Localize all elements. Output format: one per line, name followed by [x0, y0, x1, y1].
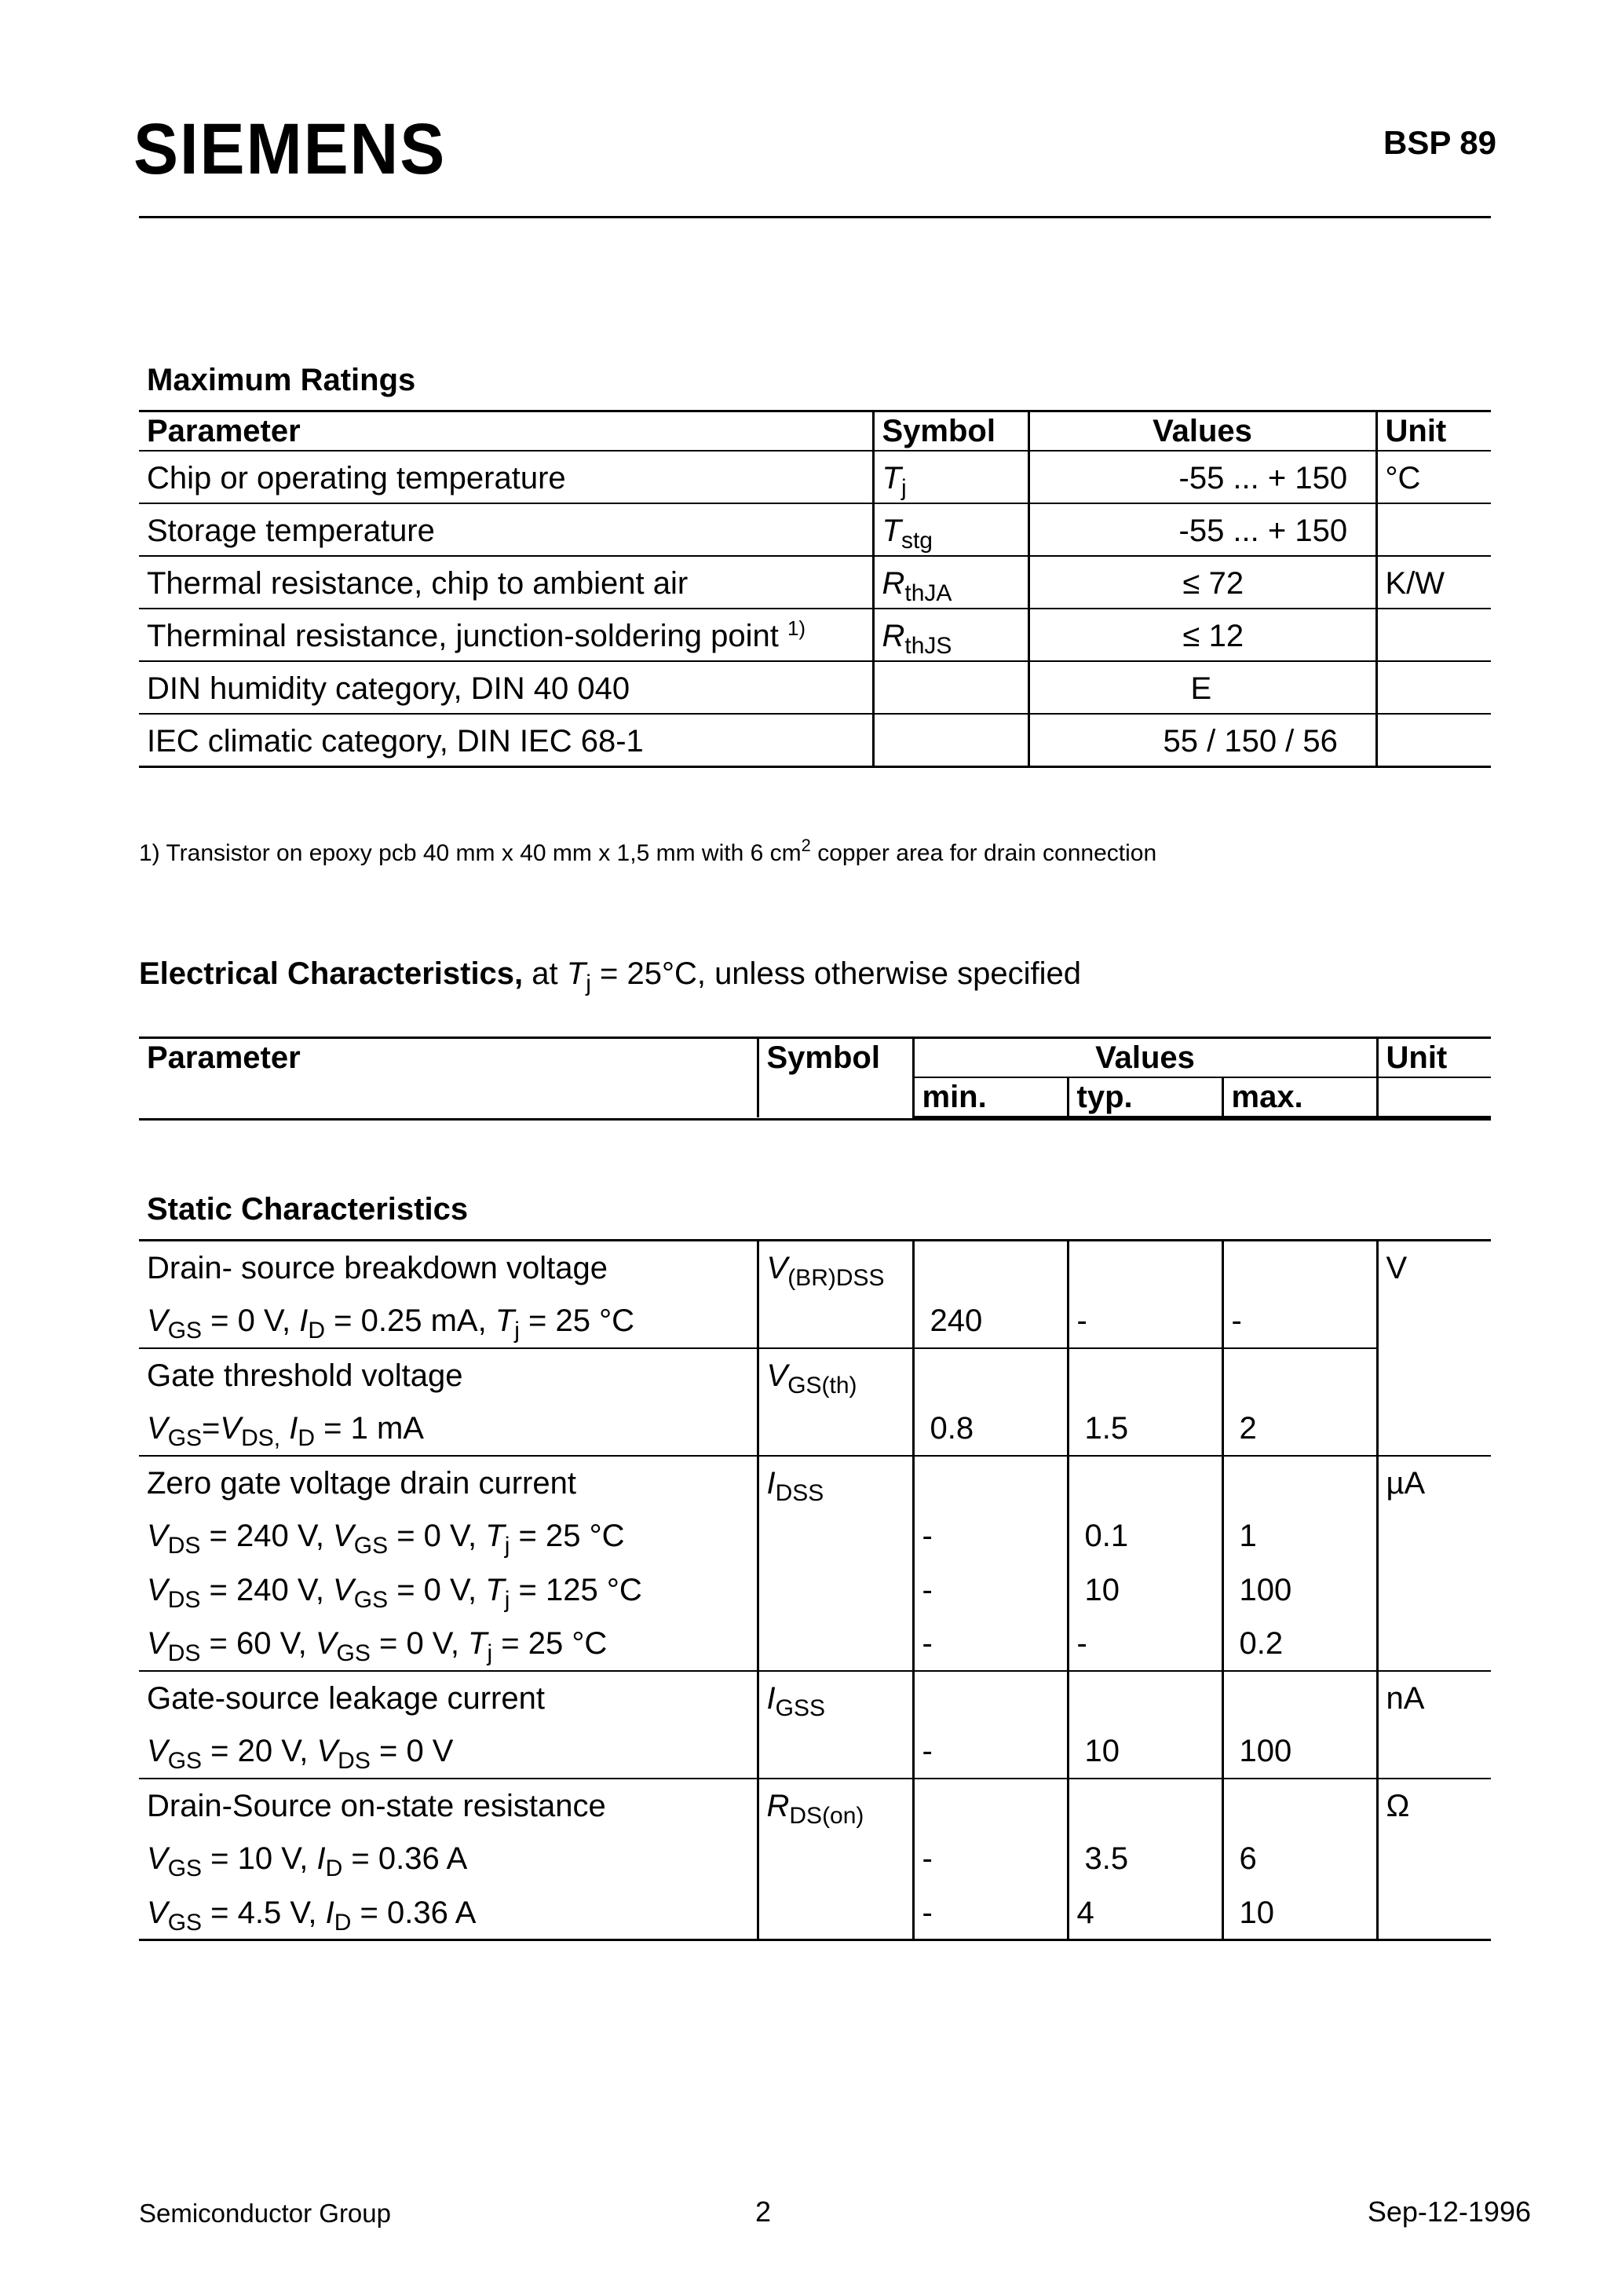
typ-cell: 1.5 [1068, 1402, 1222, 1456]
unit-cell [1376, 503, 1491, 556]
col-header-unit: Unit [1376, 411, 1491, 452]
typ-cell: - [1068, 1617, 1222, 1671]
table-row [139, 1724, 1491, 1779]
parameter-cell: IEC climatic category, DIN IEC 68-1 [139, 714, 873, 766]
parameter-cell: Thermal resistance, chip to ambient air [139, 556, 873, 609]
parameter-cell: Storage temperature [139, 503, 873, 556]
unit-cell: K/W [1376, 556, 1491, 609]
symbol-cell [873, 661, 1028, 714]
min-cell: 0.8 [913, 1402, 1068, 1456]
footnote: 1) Transistor on epoxy pcb 40 mm x 40 mm x 1,5 mm with 6 $cm^2$ copper area for drain connection [139, 835, 1157, 866]
table-row [139, 714, 1491, 766]
table-row [139, 1617, 1491, 1671]
table-row [139, 1671, 1491, 1725]
parameter-cell: Drain- source breakdown voltage [139, 1241, 758, 1295]
max-ratings-title: Maximum Ratings [147, 363, 416, 397]
min-cell: - [913, 1724, 1068, 1779]
min-cell: - [913, 1886, 1068, 1940]
condition-cell: $V_{GS} = 4.5$ V, $I_D = 0.36$ A [139, 1886, 758, 1940]
value-cell: -55 ... + 150 [1028, 451, 1376, 503]
value-cell: -55 ... + 150 [1028, 503, 1376, 556]
parameter-cell: Zero gate voltage drain current [139, 1456, 758, 1510]
unit-cell [1376, 714, 1491, 766]
static-characteristics-table [139, 1239, 1491, 1941]
unit-cell: µA [1377, 1456, 1491, 1510]
footer-date: Sep-12-1996 [1367, 2195, 1531, 2228]
unit-cell: °C [1376, 451, 1491, 503]
unit-cell: V [1377, 1241, 1491, 1295]
col-header-unit-sub [1377, 1077, 1491, 1117]
value-cell: E [1028, 661, 1376, 714]
max-cell: 2 [1222, 1402, 1377, 1456]
value-cell: 55 / 150 / 56 [1028, 714, 1376, 766]
parameter-cell: Gate threshold voltage [139, 1348, 758, 1402]
col-header-symbol: Symbol [758, 1038, 913, 1117]
max-cell: 6 [1222, 1832, 1377, 1886]
condition-cell: $V_{GS} = 10$ V, $I_D = 0.36$ A [147, 1841, 468, 1881]
max-cell: 100 [1222, 1724, 1377, 1779]
col-header-symbol: Symbol [873, 411, 1028, 452]
parameter-cell: Drain-Source on-state resistance [139, 1779, 758, 1833]
max-cell: - [1222, 1294, 1377, 1348]
table-row [139, 556, 1491, 609]
unit-cell: Ω [1377, 1779, 1491, 1833]
condition-cell: $V_{DS} = 60$ V, $V_{GS} = 0$ V, $T_j = 25$ °C [147, 1626, 608, 1666]
typ-cell: 10 [1068, 1563, 1222, 1618]
table-row [139, 1294, 1491, 1348]
col-header-parameter: Parameter [139, 411, 873, 452]
table-row [139, 661, 1491, 714]
max-cell: 100 [1222, 1563, 1377, 1618]
electrical-header-table [139, 1036, 1491, 1121]
unit-cell [1377, 1348, 1491, 1402]
col-header-values: Values [1028, 411, 1376, 452]
electrical-title: Electrical Characteristics, at $T_j = 25^\circ C$, unless otherwise specified [139, 956, 1081, 996]
table-row [139, 1779, 1491, 1833]
table-row [139, 609, 1491, 661]
max-cell: 1 [1222, 1509, 1377, 1563]
table-row [139, 1886, 1491, 1940]
table-row [139, 1456, 1491, 1510]
footer-page-number: 2 [755, 2195, 772, 2228]
typ-cell: - [1068, 1294, 1222, 1348]
table-row [139, 1241, 1491, 1295]
table-row [139, 451, 1491, 503]
min-cell: - [913, 1563, 1068, 1618]
symbol-cell: $R_{thJS}$ [873, 609, 1028, 661]
symbol-cell: $V_{GS(th)}$ [758, 1348, 913, 1402]
min-cell: - [913, 1509, 1068, 1563]
table-row [139, 1348, 1491, 1402]
parameter-cell: Chip or operating temperature [139, 451, 873, 503]
table-row [139, 503, 1491, 556]
unit-cell [1376, 661, 1491, 714]
parameter-cell: DIN humidity category, DIN 40 040 [139, 661, 873, 714]
max-ratings-table [139, 410, 1491, 768]
condition-cell: $V_{GS} = 0$ V, $I_D = 0.25$ mA, $T_j = 25$ °C [147, 1303, 634, 1344]
col-header-max: max. [1222, 1077, 1377, 1117]
siemens-logo: SIEMENS [133, 109, 447, 189]
typ-cell: 0.1 [1068, 1509, 1222, 1563]
col-header-unit: Unit [1377, 1038, 1491, 1078]
value-cell: ≤ 72 [1028, 556, 1376, 609]
symbol-cell: $T_{stg}$ [873, 503, 1028, 556]
footer-company: Semiconductor Group [139, 2199, 391, 2228]
condition-cell: $V_{GS}=V_{DS,}$ $I_D = 1$ mA [147, 1411, 424, 1451]
symbol-cell: $T_j$ [873, 451, 1028, 503]
symbol-cell: $R_{thJA}$ [873, 556, 1028, 609]
col-header-typ: typ. [1068, 1077, 1222, 1117]
header-divider [139, 216, 1491, 218]
min-cell: - [913, 1617, 1068, 1671]
parameter-cell: Gate-source leakage current [139, 1671, 758, 1725]
condition-cell: $V_{GS} = 20$ V, $V_{DS} = 0$ V [147, 1734, 454, 1774]
col-header-parameter: Parameter [139, 1038, 758, 1117]
symbol-cell: $R_{DS(on)}$ [758, 1779, 913, 1833]
typ-cell: 10 [1068, 1724, 1222, 1779]
col-header-values: Values [913, 1038, 1377, 1078]
symbol-cell: $V_{(BR)DSS}$ [758, 1241, 913, 1295]
min-cell: - [913, 1832, 1068, 1886]
typ-cell: 4 [1068, 1886, 1222, 1940]
typ-cell: 3.5 [1068, 1832, 1222, 1886]
col-header-min: min. [913, 1077, 1068, 1117]
parameter-cell: Therminal resistance, junction-soldering point $^{1)}$ [139, 609, 873, 661]
min-cell: 240 [913, 1294, 1068, 1348]
table-row [139, 1402, 1491, 1456]
symbol-cell [873, 714, 1028, 766]
value-cell: ≤ 12 [1028, 609, 1376, 661]
max-cell: 10 [1222, 1886, 1377, 1940]
symbol-cell: $I_{GSS}$ [758, 1671, 913, 1725]
unit-cell [1376, 609, 1491, 661]
symbol-cell: $I_{DSS}$ [758, 1456, 913, 1510]
table-row [139, 1509, 1491, 1563]
table-row [139, 1832, 1491, 1886]
unit-cell: nA [1377, 1671, 1491, 1725]
max-cell: 0.2 [1222, 1617, 1377, 1671]
condition-cell: $V_{DS} = 240$ V, $V_{GS} = 0$ V, $T_j = 25$ °C [147, 1519, 625, 1559]
condition-cell: $V_{DS} = 240$ V, $V_{GS} = 0$ V, $T_j = 125$ °C [147, 1572, 642, 1613]
part-number: BSP 89 [1383, 124, 1496, 161]
table-row [139, 1563, 1491, 1618]
static-characteristics-title: Static Characteristics [147, 1192, 469, 1227]
